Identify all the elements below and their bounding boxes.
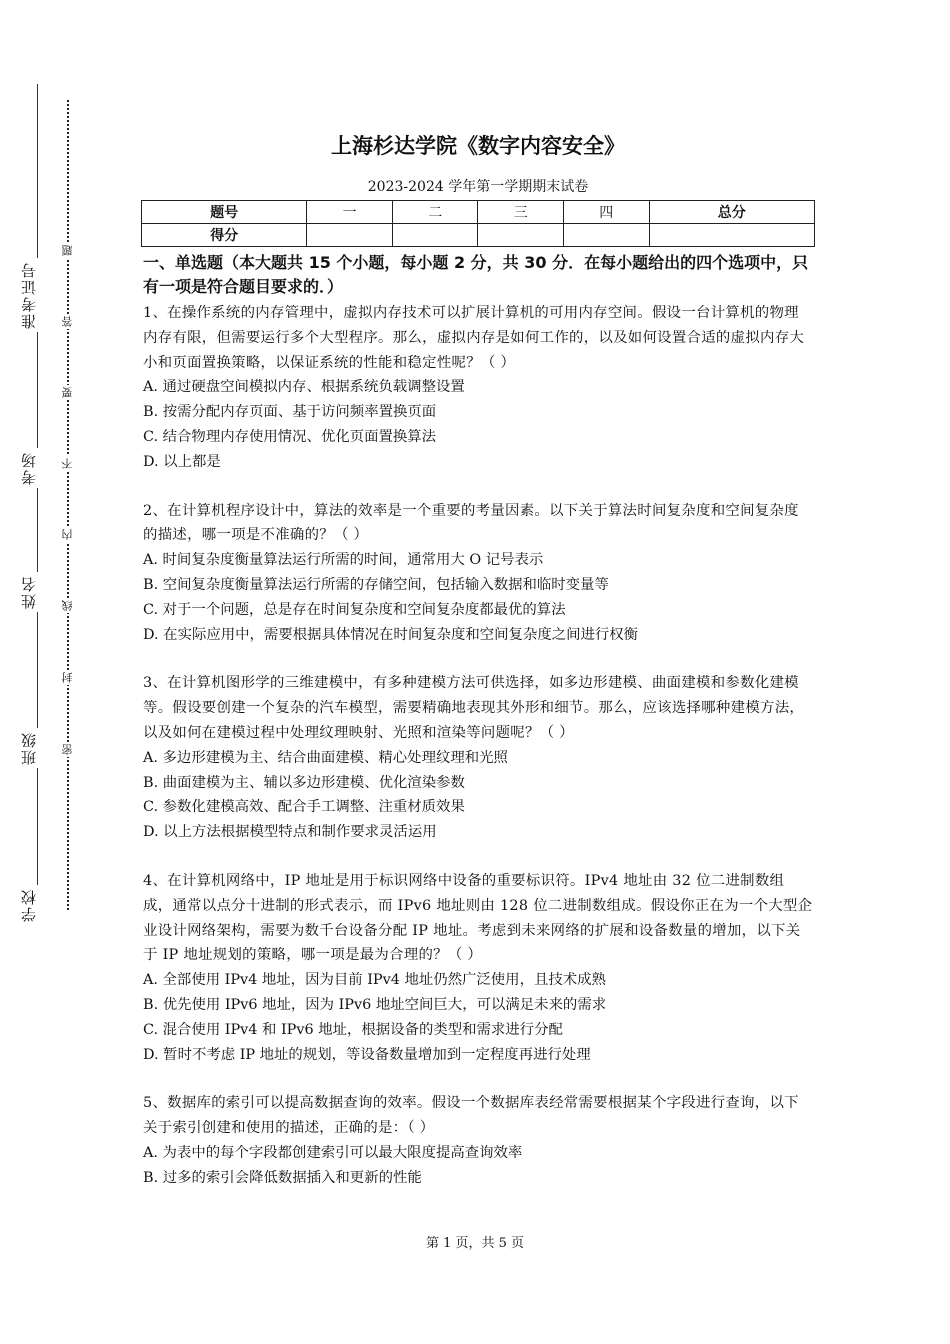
field-exam-room: 考场 [18,448,58,488]
option-a: A. 通过硬盘空间模拟内存、根据系统负载调整设置 [143,379,465,396]
question-5 [143,1091,813,1190]
seal-char: 密 [61,744,74,755]
option-c: C. 参数化建模高效、配合手工调整、注重材质效果 [143,799,465,816]
exam-subtitle: 2023-2024 学年第一学期期末试卷 [367,179,589,195]
section-heading: 一、单选题（本大题共 15 个小题，每小题 2 分，共 30 分．在每小题给出的四个选项中，只有一项是符合题目要求的．） [143,253,809,296]
option-b: B. 按需分配内存页面、基于访问频率置换页面 [143,404,437,421]
option-a: A. 时间复杂度衡量算法运行所需的时间，通常用大 O 记号表示 [143,552,544,569]
option-d: D. 在实际应用中，需要根据具体情况在时间复杂度和空间复杂度之间进行权衡 [143,626,639,643]
seal-char: 题 [61,245,74,256]
seal-char: 答 [61,316,74,327]
score-row [142,224,815,247]
score-table [141,200,815,247]
option-a: A. 为表中的每个字段都创建索引可以最大限度提高查询效率 [143,1144,523,1161]
field-admission-number: 准考证号 [18,258,58,332]
score-header-row [142,201,815,224]
question-stem: 5、数据库的索引可以提高数据查询的效率。假设一个数据库表经常需要根据某个字段进行查询，以下关于索引创建和使用的描述，正确的是：（ ） [143,1095,799,1137]
score-header-cell: 总分 [649,201,814,224]
score-cell [392,224,478,247]
seal-char: 不 [61,458,74,469]
option-b: B. 空间复杂度衡量算法运行所需的存储空间，包括输入数据和临时变量等 [143,576,609,593]
seal-dotted-line [67,100,69,910]
question-3 [143,671,813,845]
option-a: A. 多边形建模为主、结合曲面建模、精心处理纹理和光照 [143,749,508,766]
binding-line [37,84,38,922]
question-2 [143,499,813,648]
exam-content [143,130,813,1215]
question-stem: 1、在操作系统的内存管理中，虚拟内存技术可以扩展计算机的可用内存空间。假设一台计算机的物理内存有限，但需要运行多个大型程序。那么，虚拟内存是如何工作的，以及如何设置合适的虚拟内存大小和页面置换策略，以保证系统的性能和稳定性呢？（ ） [143,305,805,371]
binding-margin [0,0,110,1344]
exam-title: 上海杉达学院《数字内容安全》 [331,134,625,158]
option-a: A. 全部使用 IPv4 地址，因为目前 IPv4 地址仍然广泛使用，且技术成熟 [143,972,606,989]
option-c: C. 混合使用 IPv4 和 IPv6 地址，根据设备的类型和需求进行分配 [143,1021,563,1038]
question-stem: 2、在计算机程序设计中，算法的效率是一个重要的考量因素。以下关于算法时间复杂度和空间复杂度的描述，哪一项是不准确的？（ ） [143,502,799,544]
score-header-cell: 题号 [142,201,307,224]
seal-char: 线 [61,600,74,611]
field-school: 学校 [18,885,58,925]
score-header-cell: 三 [478,201,564,224]
score-header-cell: 四 [564,201,650,224]
score-cell [478,224,564,247]
seal-char: 封 [61,672,74,683]
score-cell [307,224,393,247]
score-cell [649,224,814,247]
option-d: D. 暂时不考虑 IP 地址的规划，等设备数量增加到一定程度再进行处理 [143,1046,591,1063]
field-class: 班级 [18,728,58,768]
page-number: 第 1 页，共 5 页 [425,1236,525,1251]
score-header-cell: 一 [307,201,393,224]
question-stem: 4、在计算机网络中，IP 地址是用于标识网络中设备的重要标识符。IPv4 地址由 32 位二进制数组成，通常以点分十进制的形式表示，而 IPv6 地址则由 128 位二进制数组成。假设你正在为一个大型企业设计网络架构，需要为数千台设备分配 IP 地址。考虑到未来网络的扩展和设备数量的增加，以下关于 IP 地址规划的策略，哪一项是最为合理的？（ ） [143,872,813,964]
seal-char: 内 [61,529,74,540]
option-b: B. 优先使用 IPv6 地址，因为 IPv6 地址空间巨大，可以满足未来的需求 [143,996,607,1013]
score-row-label: 得分 [142,224,307,247]
option-b: B. 过多的索引会降低数据插入和更新的性能 [143,1169,422,1186]
option-c: C. 对于一个问题，总是存在时间复杂度和空间复杂度都最优的算法 [143,601,566,618]
score-cell [564,224,650,247]
option-d: D. 以上都是 [143,453,221,470]
seal-char: 要 [61,387,74,398]
field-name: 姓名 [18,572,58,612]
option-c: C. 结合物理内存使用情况、优化页面置换算法 [143,428,437,445]
question-4 [143,869,813,1067]
option-d: D. 以上方法根据模型特点和制作要求灵活运用 [143,824,437,841]
question-1 [143,301,813,475]
option-b: B. 曲面建模为主、辅以多边形建模、优化渲染参数 [143,774,465,791]
question-stem: 3、在计算机图形学的三维建模中，有多种建模方法可供选择，如多边形建模、曲面建模和参数化建模等。假设要创建一个复杂的汽车模型，需要精确地表现其外形和细节。那么，应该选择哪种建模方法，以及如何在建模过程中处理纹理映射、光照和渲染等问题呢？（ ） [143,675,805,741]
score-header-cell: 二 [392,201,478,224]
